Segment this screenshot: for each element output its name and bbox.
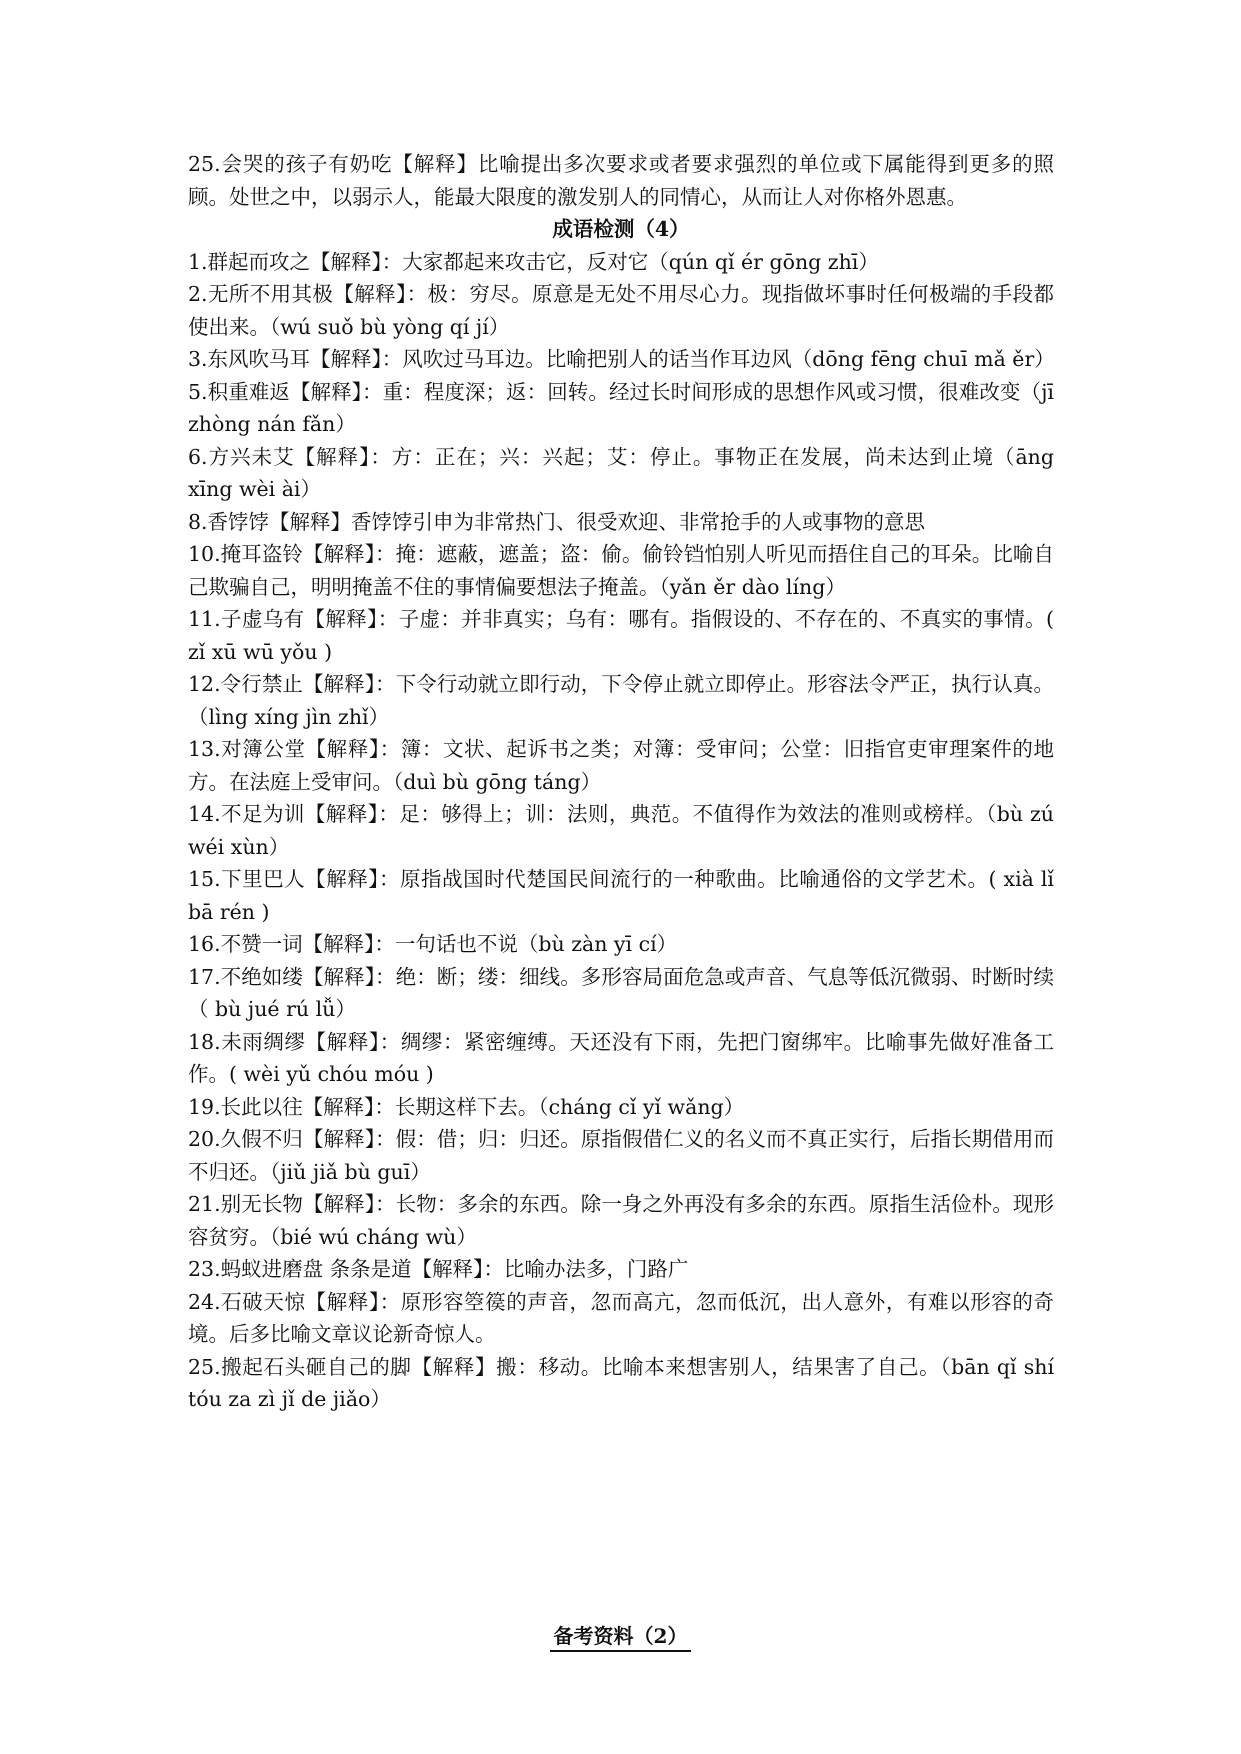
page-footer: [0, 1620, 1241, 1649]
idiom-entry: 21.别无长物【解释】：长物：多余的东西。除一身之外再没有多余的东西。原指生活俭朴。现形容贫穷。（bié wú cháng wù）: [188, 1192, 1054, 1249]
idiom-entry: 6.方兴未艾【解释】：方：正在；兴：兴起；艾：停止。事物正在发展，尚未达到止境（āng xīng wèi ài）: [188, 444, 1054, 501]
idiom-entry: 16.不赞一词【解释】：一句话也不说（bù zàn yī cí）: [188, 932, 678, 956]
idiom-entry: 20.久假不归【解释】：假：借；归：归还。原指假借仁义的名义而不真正实行，后指长期借用而不归还。（jiǔ jiǎ bù guī）: [188, 1127, 1054, 1184]
section-title: 成语检测（4）: [552, 217, 690, 241]
idiom-entry: 14.不足为训【解释】：足：够得上；训：法则，典范。不值得作为效法的准则或榜样。（bù zú wéi xùn）: [188, 802, 1054, 859]
intro-paragraph: 25.会哭的孩子有奶吃【解释】比喻提出多次要求或者要求强烈的单位或下属能得到更多的照顾。处世之中，以弱示人，能最大限度的激发别人的同情心，从而让人对你格外恩惠。: [188, 152, 1054, 209]
footer-label: 备考资料（2）: [550, 1624, 692, 1652]
idiom-entry: 17.不绝如缕【解释】：绝：断；缕：细线。多形容局面危急或声音、气息等低沉微弱、时断时续（ bù jué rú lǚ）: [188, 964, 1054, 1021]
idiom-entry: 12.令行禁止【解释】：下令行动就立即行动，下令停止就立即停止。形容法令严正，执行认真。（lìng xíng jìn zhǐ）: [188, 672, 1054, 729]
idiom-list: [188, 246, 1054, 1416]
idiom-entry: 25.搬起石头砸自己的脚【解释】搬：移动。比喻本来想害别人，结果害了自己。（bān qǐ shí tóu za zì jǐ de jiǎo）: [188, 1354, 1054, 1411]
idiom-entry: 11.子虚乌有【解释】：子虚：并非真实；乌有：哪有。指假设的、不存在的、不真实的事情。( zǐ xū wū yǒu ): [188, 607, 1054, 664]
idiom-entry: 19.长此以往【解释】：长期这样下去。（cháng cǐ yǐ wǎng）: [188, 1094, 745, 1119]
idiom-entry: 10.掩耳盗铃【解释】：掩：遮蔽，遮盖；盗：偷。偷铃铛怕别人听见而捂住自己的耳朵。比喻自己欺骗自己，明明掩盖不住的事情偏要想法子掩盖。（yǎn ěr dào líng）: [188, 542, 1054, 599]
idiom-entry: 2.无所不用其极【解释】：极：穷尽。原意是无处不用尽心力。现指做坏事时任何极端的手段都使出来。（wú suǒ bù yòng qí jí）: [188, 282, 1054, 339]
idiom-entry: 15.下里巴人【解释】：原指战国时代楚国民间流行的一种歌曲。比喻通俗的文学艺术。( xià lǐ bā rén ): [188, 867, 1054, 924]
idiom-entry: 1.群起而攻之【解释】：大家都起来攻击它，反对它（qún qǐ ér gōng zhī）: [188, 249, 879, 274]
idiom-entry: 23.蚂蚁进磨盘 条条是道【解释】：比喻办法多，门路广: [188, 1257, 689, 1281]
idiom-entry: 13.对簿公堂【解释】：簿：文状、起诉书之类；对簿：受审问；公堂：旧指官吏审理案件的地方。在法庭上受审问。（duì bù gōng táng）: [188, 737, 1054, 794]
document-body: [188, 148, 1054, 1416]
idiom-entry: 24.石破天惊【解释】：原形容箜篌的声音，忽而高亢，忽而低沉，出人意外，有难以形容的奇境。后多比喻文章议论新奇惊人。: [188, 1289, 1054, 1346]
idiom-entry: 8.香饽饽【解释】香饽饽引申为非常热门、很受欢迎、非常抢手的人或事物的意思: [188, 509, 926, 534]
idiom-entry: 5.积重难返【解释】：重：程度深；返：回转。经过长时间形成的思想作风或习惯，很难改变（jī zhòng nán fǎn）: [188, 379, 1054, 436]
idiom-entry: 18.未雨绸缪【解释】：绸缪：紧密缠缚。天还没有下雨，先把门窗绑牢。比喻事先做好准备工作。( wèi yǔ chóu móu ): [188, 1029, 1054, 1086]
idiom-entry: 3.东风吹马耳【解释】：风吹过马耳边。比喻把别人的话当作耳边风（dōng fēng chuī mǎ ěr）: [188, 347, 1055, 371]
